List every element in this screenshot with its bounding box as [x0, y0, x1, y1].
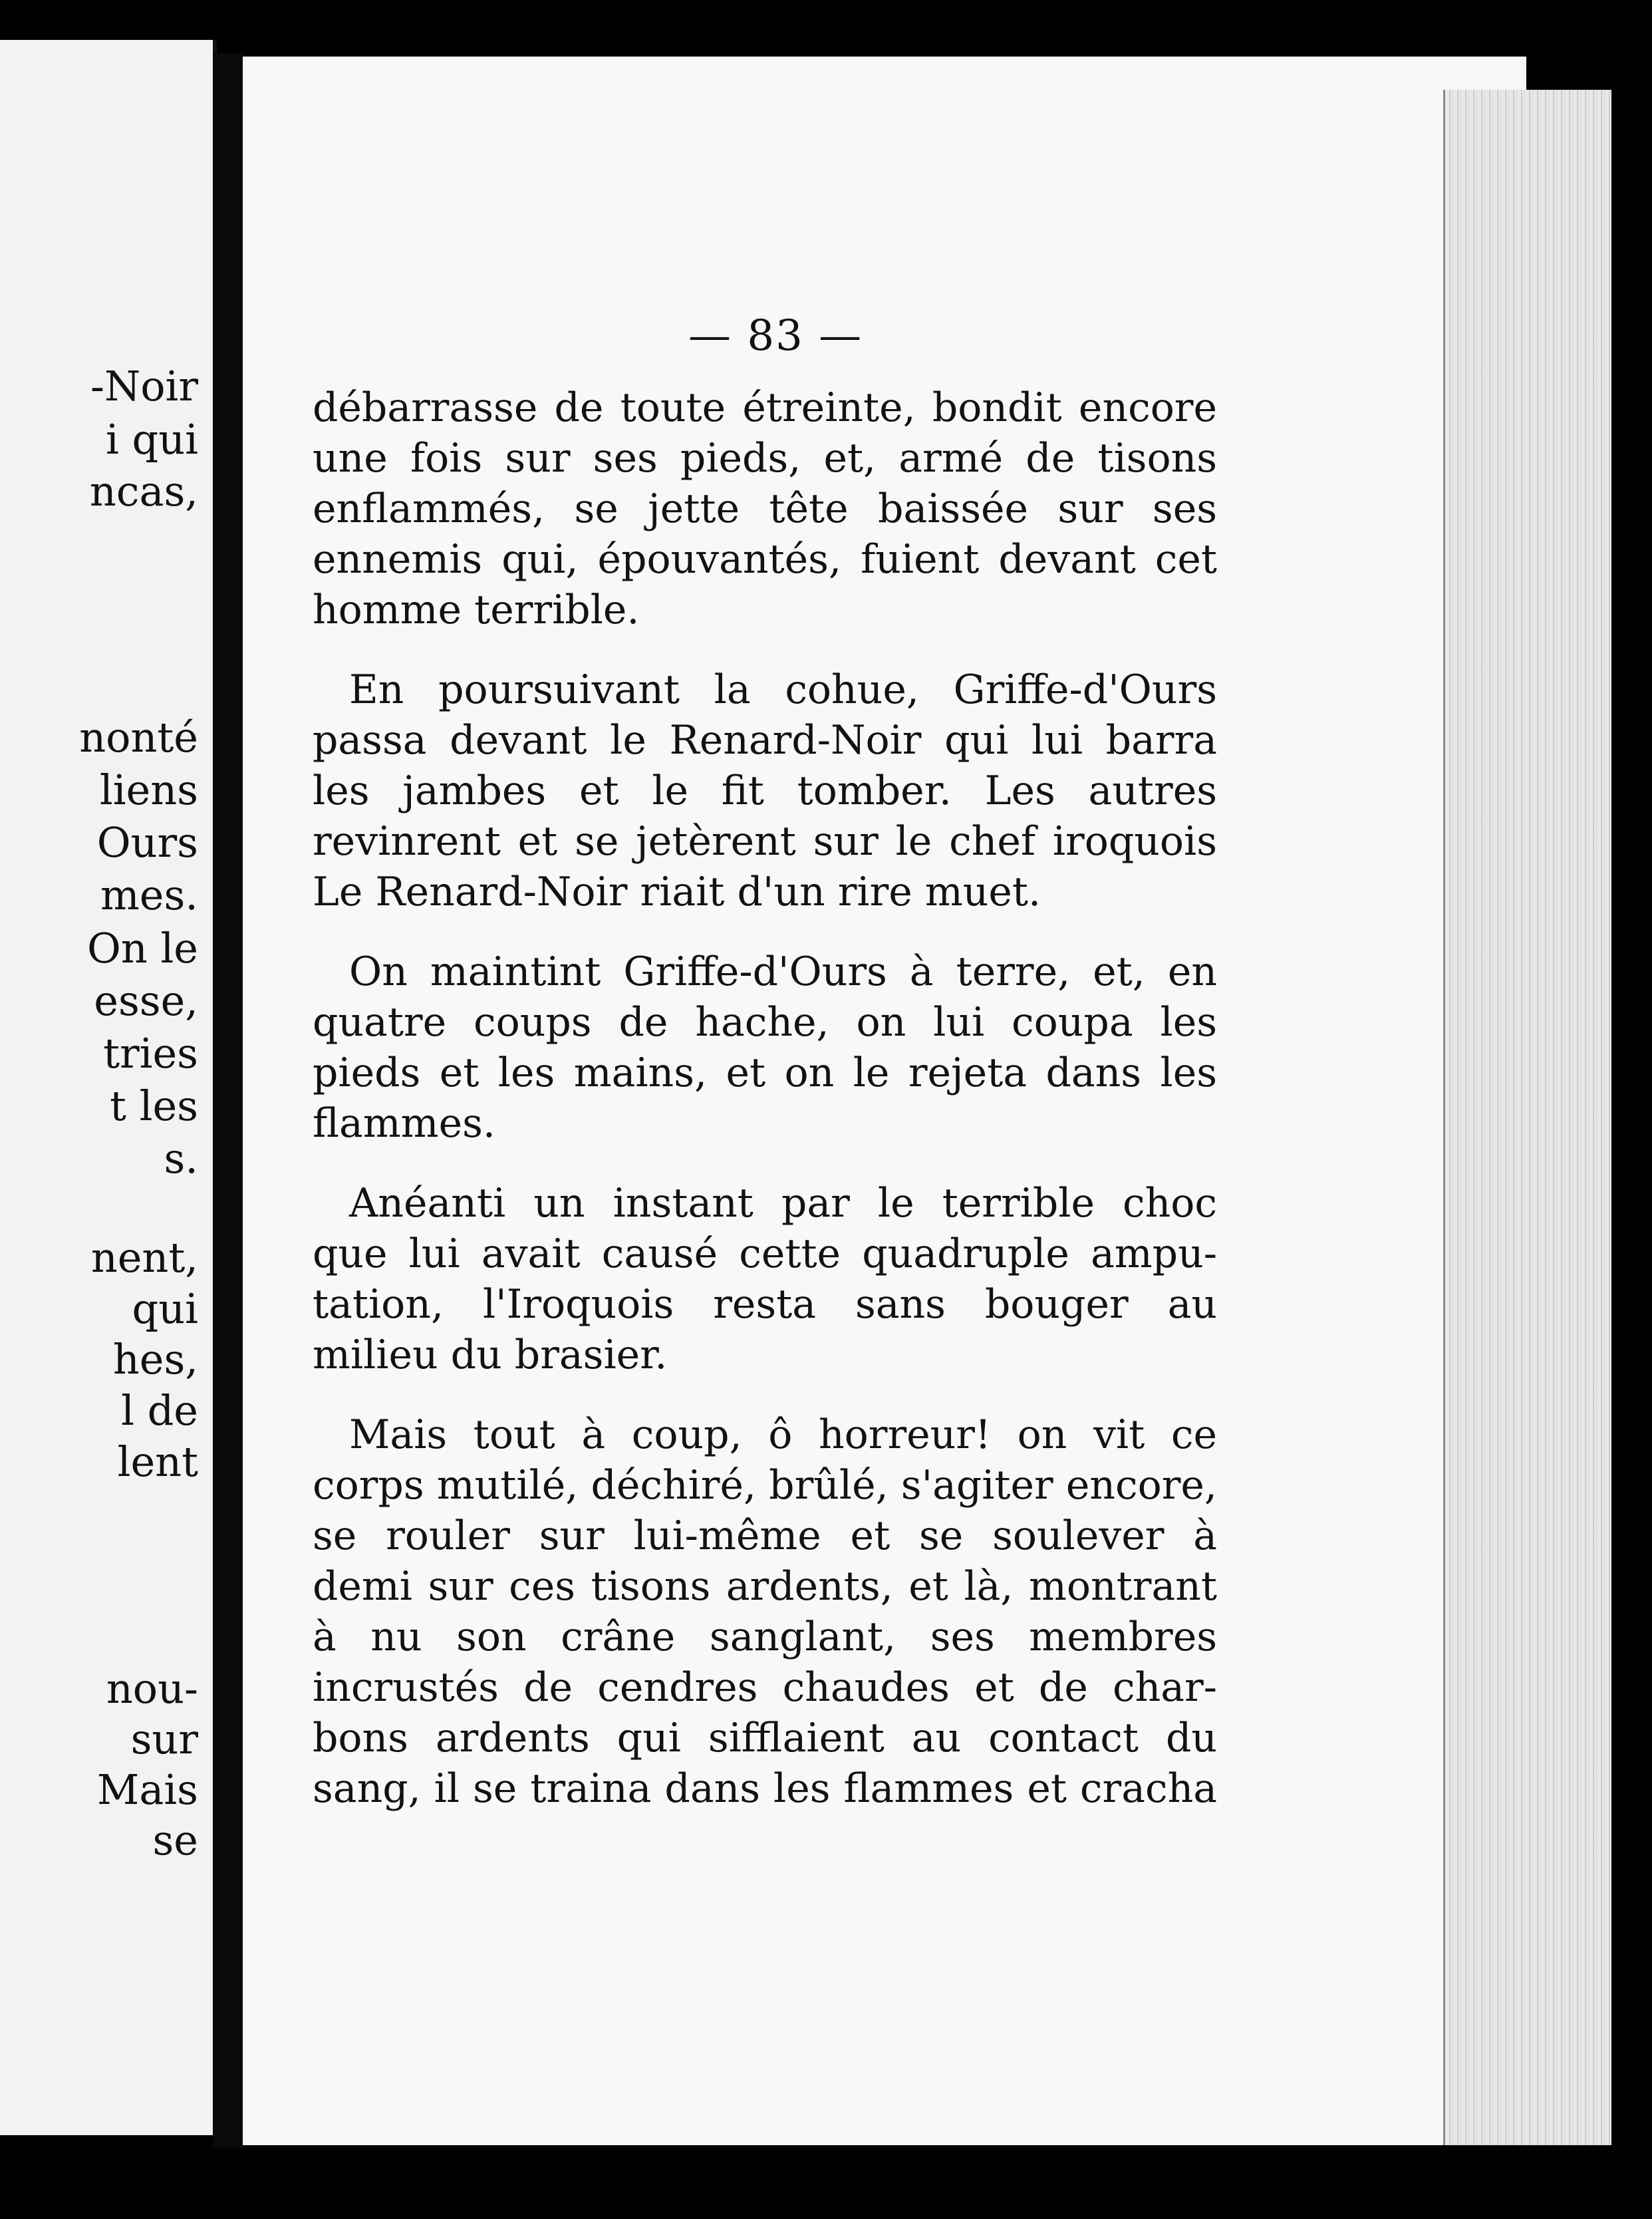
paragraph [313, 665, 1217, 917]
text-line: sang, il se traina dans les flammes et cracha [313, 1765, 1217, 1812]
text-line: une fois sur ses pieds, et, armé de tisons [313, 435, 1217, 482]
left-page-line: hes, [112, 1335, 198, 1384]
left-page-line: mes. [100, 871, 198, 919]
page-number: — 83 — [688, 311, 863, 361]
left-page-line: l de [121, 1386, 198, 1435]
left-page [0, 40, 217, 2135]
text-line: tation, l'Iroquois resta sans bouger au [313, 1281, 1217, 1328]
text-line: à nu son crâne sanglant, ses membres [313, 1614, 1217, 1660]
text-line: homme terrible. [313, 587, 640, 633]
paragraph [313, 1409, 1217, 1814]
body-text [313, 382, 1217, 1814]
left-page-line: s. [164, 1134, 198, 1183]
text-line: débarrasse de toute étreinte, bondit encore [313, 384, 1217, 431]
text-line: que lui avait causé cette quadruple ampu- [313, 1231, 1217, 1277]
text-line: Le Renard-Noir riait d'un rire muet. [313, 869, 1041, 915]
left-page-line: se [152, 1816, 198, 1864]
text-line: milieu du brasier. [313, 1332, 668, 1378]
text-line: passa devant le Renard-Noir qui lui barra [313, 717, 1217, 764]
left-page-line: nonté [79, 713, 198, 762]
left-page-line: esse, [94, 976, 198, 1025]
text-line: demi sur ces tisons ardents, et là, montrant [313, 1563, 1217, 1610]
text-line: pieds et les mains, et on le rejeta dans les [313, 1050, 1217, 1096]
text-line: incrustés de cendres chaudes et de char- [313, 1664, 1217, 1711]
paragraph [313, 382, 1217, 635]
text-line: corps mutilé, déchiré, brûlé, s'agiter encore, [313, 1462, 1217, 1509]
left-page-line: tries [103, 1029, 198, 1078]
left-page-line: i qui [106, 415, 198, 464]
left-page-line: sur [130, 1715, 198, 1763]
left-page-line: liens [99, 766, 198, 814]
text-line: quatre coups de hache, on lui coupa les [313, 999, 1217, 1046]
text-line: ennemis qui, épouvantés, fuient devant cet [313, 536, 1217, 583]
left-page-line: ncas, [89, 467, 198, 516]
text-line: se rouler sur lui-même et se soulever à [313, 1513, 1217, 1559]
book-gutter [213, 53, 246, 2148]
left-page-line: Ours [96, 818, 198, 867]
text-line: revinrent et se jetèrent sur le chef iroquois [313, 818, 1217, 865]
text-line: On maintint Griffe-d'Ours à terre, et, en [349, 949, 1217, 995]
text-line: Mais tout à coup, ô horreur! on vit ce [349, 1411, 1217, 1458]
text-line: Anéanti un instant par le terrible choc [349, 1180, 1217, 1227]
text-line: enflammés, se jette tête baissée sur ses [313, 486, 1217, 532]
left-page-line: t les [110, 1082, 198, 1130]
page-edges [1443, 90, 1611, 2145]
left-page-line: On le [87, 924, 198, 972]
left-page-line: nent, [90, 1233, 198, 1282]
text-line: bons ardents qui sifflaient au contact du [313, 1715, 1217, 1761]
left-page-line: nou- [106, 1664, 198, 1713]
left-page-line: lent [117, 1437, 198, 1486]
text-line: les jambes et le fit tomber. Les autres [313, 768, 1217, 814]
left-page-line: -Noir [90, 362, 198, 410]
text-line: En poursuivant la cohue, Griffe-d'Ours [349, 666, 1217, 713]
left-page-line: qui [132, 1284, 198, 1333]
paragraph [313, 947, 1217, 1149]
paragraph [313, 1178, 1217, 1380]
left-page-line: Mais [96, 1765, 198, 1814]
text-line: flammes. [313, 1100, 495, 1147]
